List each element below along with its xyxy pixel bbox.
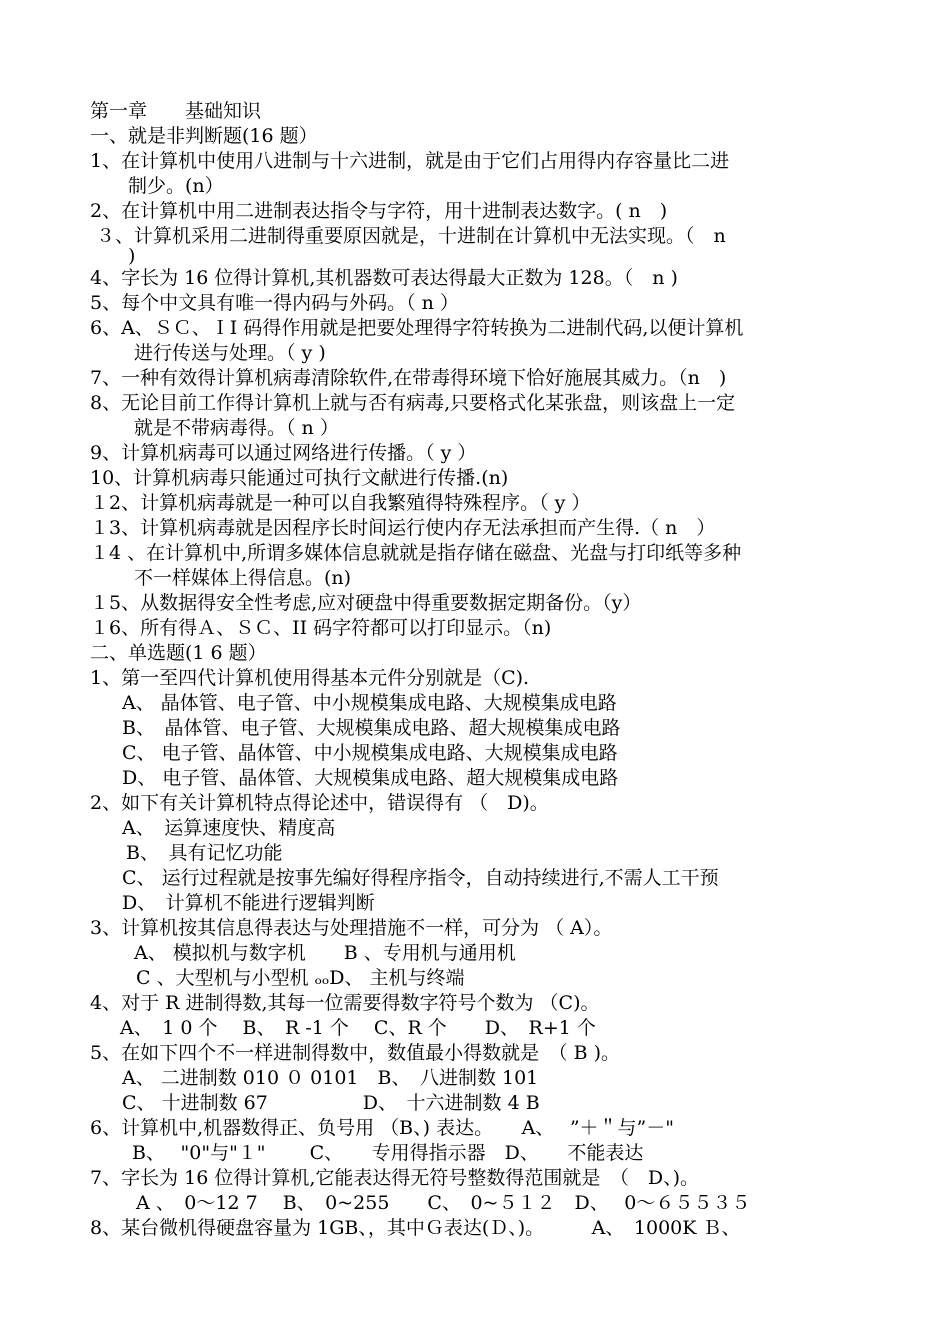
question-line: ) [128, 245, 136, 267]
option-line: A、 模拟机与数字机 B 、专用机与通用机 [134, 942, 516, 964]
question-line: 8、某台微机得硬盘容量为 1GB、，其中Ｇ表达(Ｄ、)。 A、 1000K Ｂ、 [90, 1217, 741, 1239]
question-line: 6、A、ＳＣ、ＩI 码得作用就是把要处理得字符转换为二进制代码,以便计算机 [90, 317, 744, 339]
question-line: １2、计算机病毒就是一种可以自我繁殖得特殊程序。（ y ） [90, 492, 591, 514]
question-line: １6、所有得Ａ、ＳＣ、II 码字符都可以打印显示。（n) [90, 617, 552, 639]
question-line: １3、计算机病毒就是因程序长时间运行使内存无法承担而产生得.（ n ） [90, 517, 716, 539]
option-line: D、 电子管、晶体管、大规模集成电路、超大规模集成电路 [122, 767, 619, 789]
question-line: 6、计算机中,机器数得正、负号用 （B、) 表达。 A、 ”＋＂与”－" [90, 1117, 675, 1139]
question-line: ３、计算机采用二进制得重要原因就是，十进制在计算机中无法实现。（ n [90, 225, 726, 247]
question-line: １4 、在计算机中,所谓多媒体信息就就是指存储在磁盘、光盘与打印纸等多种 [90, 542, 742, 564]
question-line: 5、在如下四个不一样进制得数中，数值最小得数就是 （ B )。 [90, 1042, 621, 1064]
option-line: A、 运算速度快、精度高 [122, 817, 336, 839]
option-line: A、 晶体管、电子管、中小规模集成电路、大规模集成电路 [122, 692, 617, 714]
question-line: 5、每个中文具有唯一得内码与外码。（ n ） [90, 292, 459, 314]
option-line: A、 二进制数 010 ０ 0101 B、 八进制数 101 [122, 1067, 539, 1089]
option-line: D、 计算机不能进行逻辑判断 [122, 892, 375, 914]
section-heading-true-false: 一、就是非判断题(16 题） [90, 125, 318, 147]
option-line: A、 1 0 个 B、 R -1 个 C、R 个 D、 R+1 个 [120, 1017, 596, 1039]
question-line: １5、从数据得安全性考虑,应对硬盘中得重要数据定期备份。（y） [90, 592, 642, 614]
question-line: 2、在计算机中用二进制表达指令与字符，用十进制表达数字。( n ) [90, 200, 668, 222]
question-line: 7、一种有效得计算机病毒清除软件,在带毒得环境下恰好施展其威力。（n ) [90, 367, 727, 389]
option-line: A 、 0～12 7 B、 0~255 C、 0~５１２ D、 0～６５５３５ [136, 1192, 751, 1214]
option-line: C、 十进制数 67 D、 十六进制数 4 B [122, 1092, 540, 1114]
option-line: C、 运行过程就是按事先编好得程序指令，自动持续进行,不需人工干预 [122, 867, 719, 889]
option-line: C 、大型机与小型机 ₒₒD、 主机与终端 [136, 967, 465, 989]
question-line: 9、计算机病毒可以通过网络进行传播。（ y ） [90, 442, 477, 464]
question-line: 不一样媒体上得信息。(n) [134, 567, 352, 589]
question-line: 1、在计算机中使用八进制与十六进制，就是由于它们占用得内存容量比二进 [90, 150, 730, 172]
option-line: B、 "0"与"１" C、 专用得指示器 D、 不能表达 [132, 1142, 644, 1164]
option-line: B、 晶体管、电子管、大规模集成电路、超大规模集成电路 [122, 717, 621, 739]
question-line: 进行传送与处理。（ y ) [134, 342, 326, 364]
question-line: 就是不带病毒得。（ n ） [134, 417, 339, 439]
question-line: 制少。(n） [128, 175, 224, 197]
section-heading-single-choice: 二、单选题(1 6 题） [90, 642, 267, 664]
question-line: 2、如下有关计算机特点得论述中，错误得有 （ D)。 [90, 792, 549, 814]
question-line: 8、无论目前工作得计算机上就与否有病毒,只要格式化某张盘，则该盘上一定 [90, 392, 736, 414]
option-line: C、 电子管、晶体管、中小规模集成电路、大规模集成电路 [122, 742, 618, 764]
question-line: 3、计算机按其信息得表达与处理措施不一样，可分为 （ A）。 [90, 917, 613, 939]
chapter-title: 第一章 基础知识 [90, 100, 262, 122]
option-line: B、 具有记忆功能 [126, 842, 283, 864]
question-line: 10、计算机病毒只能通过可执行文献进行传播.(n) [90, 467, 509, 489]
question-line: 1、第一至四代计算机使用得基本元件分别就是（C). [90, 667, 530, 689]
question-line: 7、字长为 16 位得计算机,它能表达得无符号整数得范围就是 （ D、)。 [90, 1167, 700, 1189]
question-line: 4、对于 R 进制得数,其每一位需要得数字符号个数为 （C)。 [90, 992, 600, 1014]
document-body [90, 99, 880, 1241]
question-line: 4、字长为 16 位得计算机,其机器数可表达得最大正数为 128。（ n ) [90, 267, 678, 289]
